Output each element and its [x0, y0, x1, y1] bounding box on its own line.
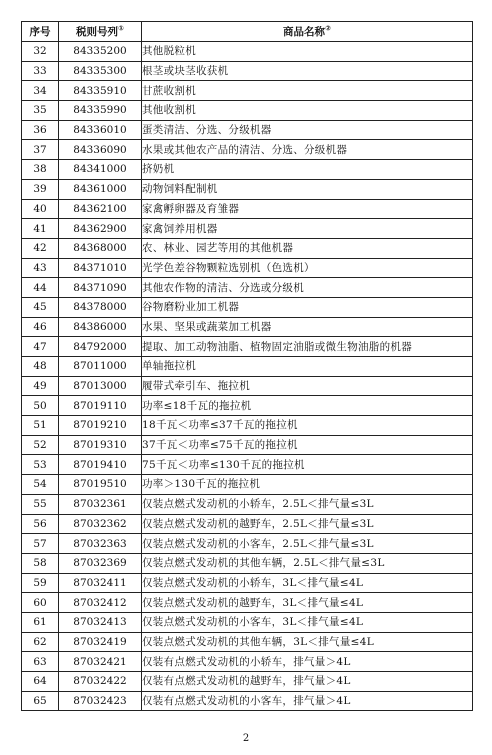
row-name-cell: 仅装点燃式发动机的越野车，2.5L＜排气量≤3L: [142, 514, 473, 534]
row-code-cell: 84336090: [59, 140, 142, 160]
row-name-cell: 功率≤18千瓦的拖拉机: [142, 396, 473, 416]
row-code-cell: 87032422: [59, 672, 142, 692]
row-code-cell: 87019510: [59, 475, 142, 495]
table-row: [22, 258, 473, 278]
header-code-footnote: ①: [118, 24, 124, 32]
row-seq-cell: 45: [22, 297, 59, 317]
row-seq-cell: 50: [22, 396, 59, 416]
row-seq-cell: 43: [22, 258, 59, 278]
row-code-cell: 84386000: [59, 317, 142, 337]
row-name-cell: 仅装点燃式发动机的小客车，3L＜排气量≤4L: [142, 612, 473, 632]
row-code-cell: 87032369: [59, 553, 142, 573]
table-row: [22, 120, 473, 140]
row-name-cell: 仅装点燃式发动机的小轿车，2.5L＜排气量≤3L: [142, 494, 473, 514]
row-seq-cell: 41: [22, 219, 59, 239]
row-name-cell: 仅装点燃式发动机的小轿车，3L＜排气量≤4L: [142, 573, 473, 593]
row-seq-cell: 47: [22, 337, 59, 357]
table-row: [22, 42, 473, 62]
table-row: [22, 475, 473, 495]
table-row: [22, 219, 473, 239]
row-code-cell: 84335990: [59, 101, 142, 121]
row-name-cell: 谷物磨粉业加工机器: [142, 297, 473, 317]
table-row: [22, 396, 473, 416]
row-code-cell: 87032411: [59, 573, 142, 593]
page-number: 2: [242, 733, 250, 744]
row-name-cell: 其他收割机: [142, 101, 473, 121]
row-seq-cell: 57: [22, 534, 59, 554]
row-code-cell: 84792000: [59, 337, 142, 357]
row-name-cell: 18千瓦＜功率≤37千瓦的拖拉机: [142, 416, 473, 436]
table-row: [22, 672, 473, 692]
row-code-cell: 84362900: [59, 219, 142, 239]
table-row: [22, 297, 473, 317]
row-seq-cell: 32: [22, 42, 59, 62]
row-code-cell: 84335300: [59, 61, 142, 81]
table-row: [22, 357, 473, 377]
row-name-cell: 履带式牵引车、拖拉机: [142, 376, 473, 396]
row-code-cell: 87011000: [59, 357, 142, 377]
row-code-cell: 84341000: [59, 160, 142, 180]
row-seq-cell: 48: [22, 357, 59, 377]
table-row: [22, 534, 473, 554]
row-seq-cell: 54: [22, 475, 59, 495]
row-name-cell: 仅装有点燃式发动机的越野车，排气量＞4L: [142, 672, 473, 692]
header-seq-label: 序号: [29, 25, 51, 38]
header-row: [22, 22, 473, 42]
row-code-cell: 84336010: [59, 120, 142, 140]
table-row: [22, 199, 473, 219]
row-seq-cell: 60: [22, 593, 59, 613]
table-row: [22, 514, 473, 534]
row-name-cell: 37千瓦＜功率≤75千瓦的拖拉机: [142, 435, 473, 455]
row-code-cell: 87032421: [59, 652, 142, 672]
row-code-cell: 87019410: [59, 455, 142, 475]
header-code: [59, 22, 142, 42]
row-name-cell: 农、林业、园艺等用的其他机器: [142, 238, 473, 258]
row-code-cell: 87032363: [59, 534, 142, 554]
row-name-cell: 75千瓦＜功率≤130千瓦的拖拉机: [142, 455, 473, 475]
row-seq-cell: 55: [22, 494, 59, 514]
row-seq-cell: 58: [22, 553, 59, 573]
row-seq-cell: 34: [22, 81, 59, 101]
row-seq-cell: 38: [22, 160, 59, 180]
row-seq-cell: 33: [22, 61, 59, 81]
table-row: [22, 238, 473, 258]
table-row: [22, 494, 473, 514]
row-seq-cell: 51: [22, 416, 59, 436]
row-name-cell: 仅装点燃式发动机的其他车辆，2.5L＜排气量≤3L: [142, 553, 473, 573]
row-name-cell: 水果、坚果或蔬菜加工机器: [142, 317, 473, 337]
row-seq-cell: 61: [22, 612, 59, 632]
table-row: [22, 376, 473, 396]
row-seq-cell: 46: [22, 317, 59, 337]
row-code-cell: 84371090: [59, 278, 142, 298]
row-code-cell: 84378000: [59, 297, 142, 317]
row-name-cell: 家禽孵卵器及育雏器: [142, 199, 473, 219]
row-seq-cell: 59: [22, 573, 59, 593]
row-seq-cell: 52: [22, 435, 59, 455]
row-seq-cell: 37: [22, 140, 59, 160]
row-seq-cell: 42: [22, 238, 59, 258]
header-name: [142, 22, 473, 42]
table-body: [22, 42, 473, 711]
row-name-cell: 挤奶机: [142, 160, 473, 180]
header-name-label: 商品名称: [283, 25, 326, 38]
row-seq-cell: 56: [22, 514, 59, 534]
table-row: [22, 593, 473, 613]
row-seq-cell: 63: [22, 652, 59, 672]
row-seq-cell: 40: [22, 199, 59, 219]
row-code-cell: 87019110: [59, 396, 142, 416]
row-code-cell: 87032412: [59, 593, 142, 613]
row-seq-cell: 62: [22, 632, 59, 652]
row-code-cell: 87032423: [59, 691, 142, 711]
table-row: [22, 553, 473, 573]
row-name-cell: 提取、加工动物油脂、植物固定油脂或微生物油脂的机器: [142, 337, 473, 357]
row-seq-cell: 39: [22, 179, 59, 199]
row-name-cell: 仅装点燃式发动机的越野车，3L＜排气量≤4L: [142, 593, 473, 613]
row-code-cell: 84361000: [59, 179, 142, 199]
table-row: [22, 61, 473, 81]
row-name-cell: 动物饲料配制机: [142, 179, 473, 199]
table-row: [22, 691, 473, 711]
table-row: [22, 160, 473, 180]
row-name-cell: 家禽饲养用机器: [142, 219, 473, 239]
table-row: [22, 337, 473, 357]
row-name-cell: 其他农作物的清洁、分选或分级机: [142, 278, 473, 298]
table-header: [22, 22, 473, 42]
header-name-footnote: ②: [325, 24, 331, 32]
table-row: [22, 317, 473, 337]
row-code-cell: 87032361: [59, 494, 142, 514]
row-code-cell: 84335200: [59, 42, 142, 62]
row-name-cell: 水果或其他农产品的清洁、分选、分级机器: [142, 140, 473, 160]
row-name-cell: 仅装点燃式发动机的小客车，2.5L＜排气量≤3L: [142, 534, 473, 554]
row-code-cell: 84335910: [59, 81, 142, 101]
row-name-cell: 光学色差谷物颗粒选别机（色选机）: [142, 258, 473, 278]
row-code-cell: 87032362: [59, 514, 142, 534]
row-code-cell: 84368000: [59, 238, 142, 258]
row-name-cell: 根茎或块茎收获机: [142, 61, 473, 81]
row-code-cell: 87019210: [59, 416, 142, 436]
table-row: [22, 652, 473, 672]
row-seq-cell: 49: [22, 376, 59, 396]
row-name-cell: 仅装点燃式发动机的其他车辆，3L＜排气量≤4L: [142, 632, 473, 652]
row-seq-cell: 53: [22, 455, 59, 475]
table-row: [22, 612, 473, 632]
table-row: [22, 632, 473, 652]
table-row: [22, 455, 473, 475]
row-code-cell: 87032413: [59, 612, 142, 632]
row-name-cell: 仅装有点燃式发动机的小客车，排气量＞4L: [142, 691, 473, 711]
row-name-cell: 仅装有点燃式发动机的小轿车，排气量＞4L: [142, 652, 473, 672]
table-row: [22, 179, 473, 199]
row-name-cell: 甘蔗收割机: [142, 81, 473, 101]
row-name-cell: 单轴拖拉机: [142, 357, 473, 377]
row-code-cell: 87013000: [59, 376, 142, 396]
row-seq-cell: 64: [22, 672, 59, 692]
row-code-cell: 84362100: [59, 199, 142, 219]
table-row: [22, 435, 473, 455]
table-row: [22, 140, 473, 160]
header-seq: [22, 22, 59, 42]
row-code-cell: 87032419: [59, 632, 142, 652]
row-name-cell: 功率＞130千瓦的拖拉机: [142, 475, 473, 495]
row-name-cell: 其他脱粒机: [142, 42, 473, 62]
row-seq-cell: 65: [22, 691, 59, 711]
table-row: [22, 278, 473, 298]
table-row: [22, 416, 473, 436]
row-seq-cell: 36: [22, 120, 59, 140]
row-seq-cell: 44: [22, 278, 59, 298]
row-seq-cell: 35: [22, 101, 59, 121]
table-row: [22, 81, 473, 101]
row-name-cell: 蛋类清洁、分选、分级机器: [142, 120, 473, 140]
row-code-cell: 87019310: [59, 435, 142, 455]
table-row: [22, 101, 473, 121]
row-code-cell: 84371010: [59, 258, 142, 278]
table-row: [22, 573, 473, 593]
goods-table: [21, 21, 473, 711]
header-code-label: 税则号列: [76, 25, 119, 38]
